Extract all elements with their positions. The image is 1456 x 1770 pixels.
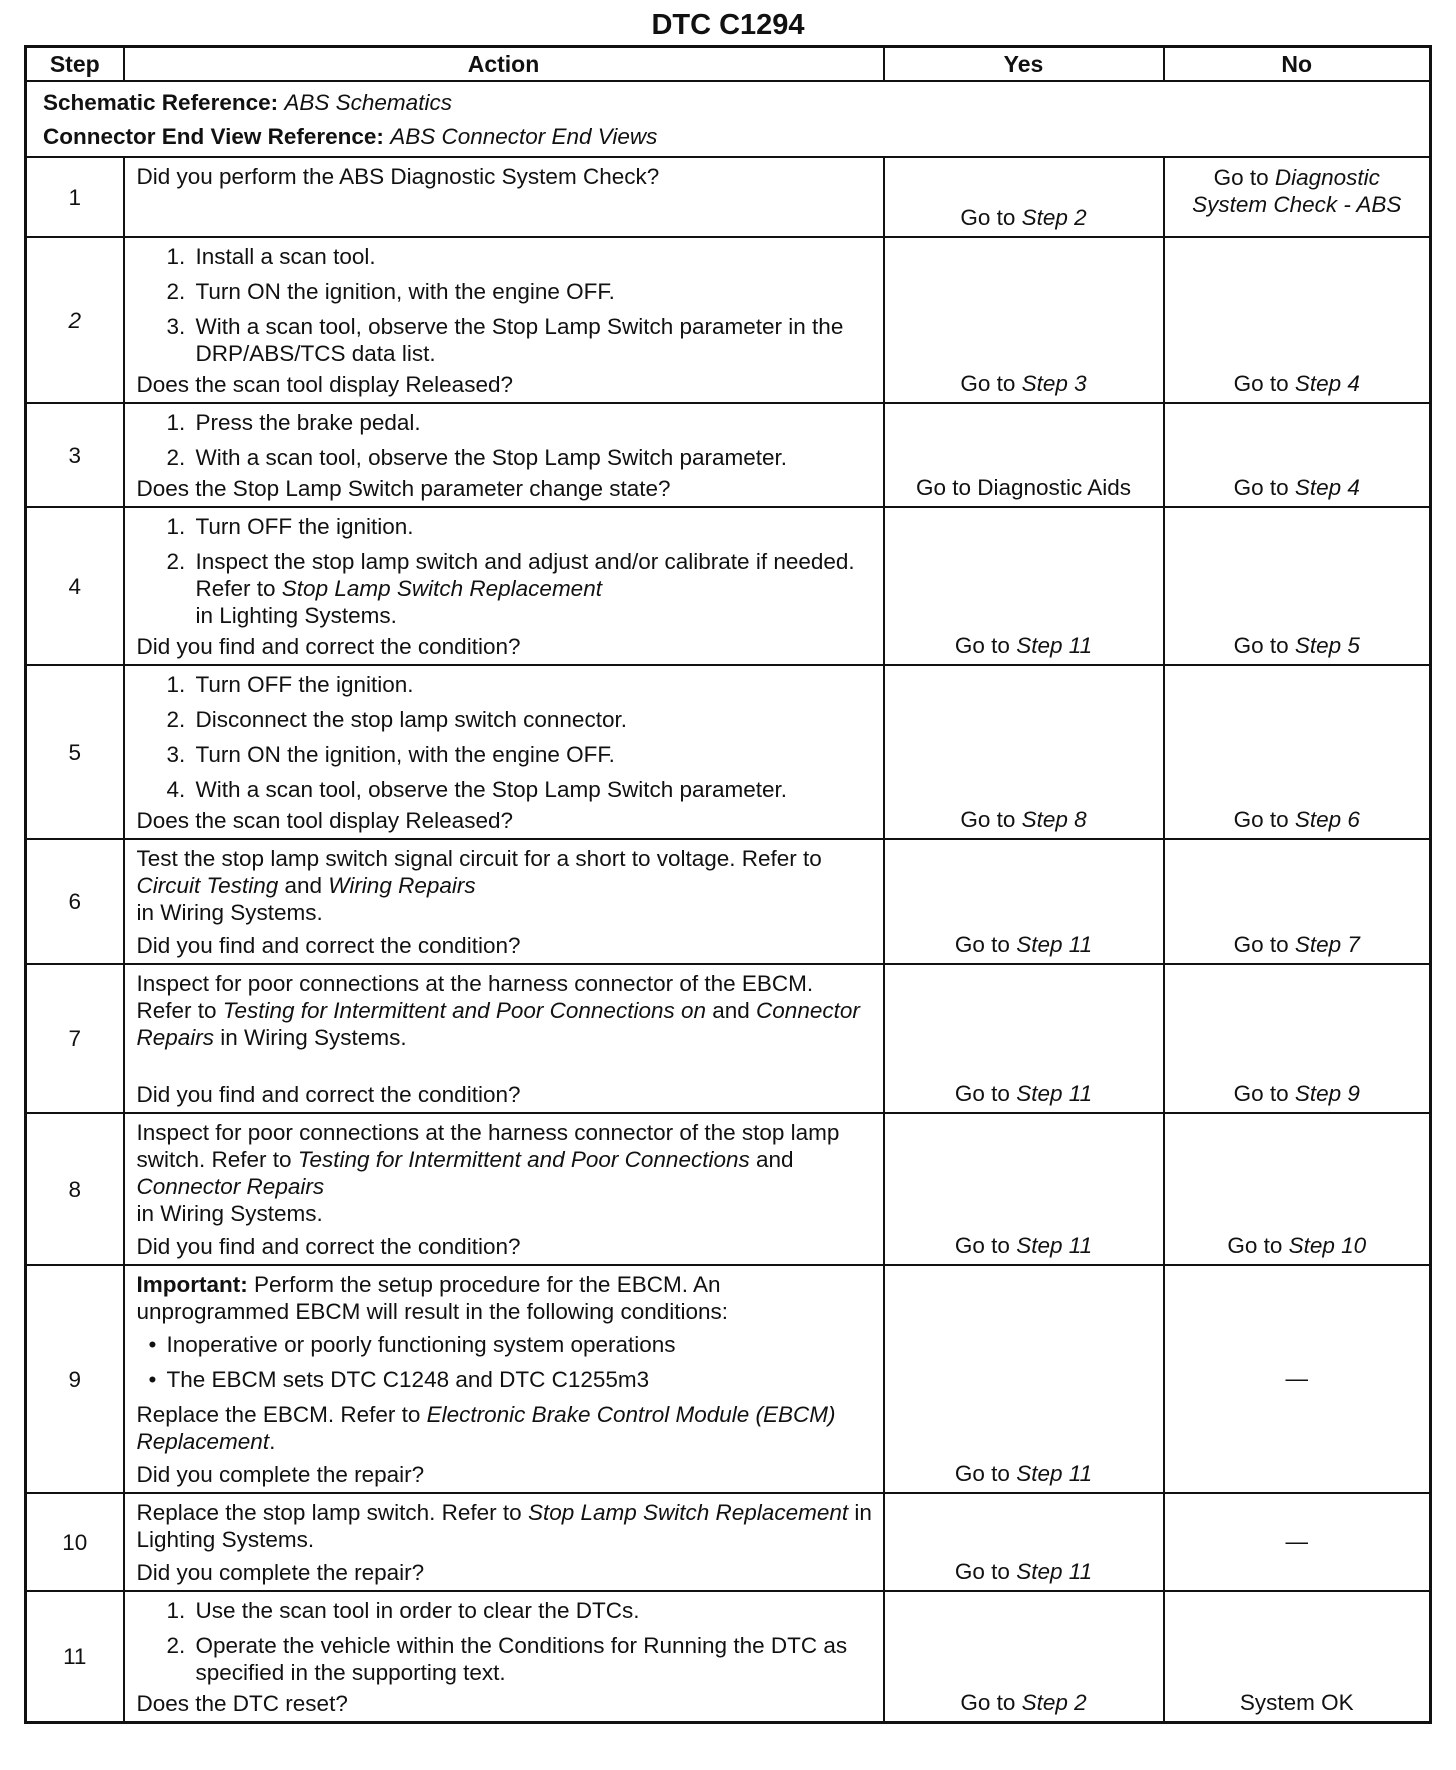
step-number: 6 bbox=[26, 839, 124, 964]
action-text: Inspect for poor connections at the harness connector of the EBCM. Refer to bbox=[136, 971, 814, 1023]
col-header-no: No bbox=[1164, 47, 1431, 82]
yes-step-link[interactable]: Step 2 bbox=[1021, 205, 1087, 230]
action-item: 1. Use the scan tool in order to clear the DTCs. bbox=[192, 1597, 873, 1624]
action-list bbox=[137, 513, 873, 629]
step-action bbox=[124, 1591, 884, 1723]
action-text: in Wiring Systems. bbox=[214, 1025, 407, 1050]
action-text: in Wiring Systems. bbox=[136, 1201, 323, 1226]
yes-prefix: Go to bbox=[960, 371, 1022, 396]
reference-row bbox=[26, 81, 1431, 157]
no-step-link[interactable]: Step 9 bbox=[1294, 1081, 1360, 1106]
table-row bbox=[26, 1591, 1431, 1723]
yes-step-link[interactable]: Step 11 bbox=[1016, 1559, 1093, 1584]
action-text: and bbox=[278, 873, 329, 898]
reference-link[interactable]: Connector Repairs bbox=[136, 998, 860, 1050]
yes-cell bbox=[884, 964, 1164, 1113]
step-number: 3 bbox=[26, 403, 124, 507]
yes-cell bbox=[884, 665, 1164, 839]
step-action bbox=[124, 237, 884, 403]
step-number: 7 bbox=[26, 964, 124, 1113]
no-step-link[interactable]: Step 7 bbox=[1294, 932, 1360, 957]
table-row bbox=[26, 237, 1431, 403]
no-step-link[interactable]: Step 4 bbox=[1294, 371, 1360, 396]
reference-link[interactable]: Stop Lamp Switch Replacement bbox=[527, 1500, 849, 1525]
yes-cell bbox=[884, 1113, 1164, 1265]
step-question: Does the scan tool display Released? bbox=[136, 808, 513, 833]
step-action bbox=[124, 964, 884, 1113]
no-cell bbox=[1164, 403, 1431, 507]
yes-step-link[interactable]: Step 11 bbox=[1016, 1461, 1093, 1486]
table-header-row bbox=[26, 47, 1431, 82]
no-cell bbox=[1164, 839, 1431, 964]
action-item: 3. With a scan tool, observe the Stop Lamp Switch parameter in the DRP/ABS/TCS data list. bbox=[192, 313, 873, 367]
yes-cell bbox=[884, 157, 1164, 237]
action-text: and bbox=[749, 1147, 794, 1172]
step-action bbox=[124, 507, 884, 665]
no-cell bbox=[1164, 237, 1431, 403]
action-text: Inspect for poor connections at the harness connector of the stop lamp switch. Refer to bbox=[136, 1120, 840, 1172]
yes-prefix: Go to bbox=[960, 1690, 1022, 1715]
diagnostic-table bbox=[24, 45, 1432, 1724]
step-question: Did you find and correct the condition? bbox=[136, 1234, 521, 1259]
no-cell bbox=[1164, 1493, 1431, 1591]
step-number: 10 bbox=[26, 1493, 124, 1591]
reference-link[interactable]: Stop Lamp Switch Replacement bbox=[281, 576, 602, 601]
yes-step-link[interactable]: Step 11 bbox=[1016, 1233, 1093, 1258]
action-list bbox=[137, 1597, 873, 1686]
yes-cell bbox=[884, 507, 1164, 665]
action-item: 1. Turn OFF the ignition. bbox=[192, 671, 873, 698]
yes-cell bbox=[884, 839, 1164, 964]
reference-cell bbox=[26, 81, 1431, 157]
no-cell bbox=[1164, 964, 1431, 1113]
step-action bbox=[124, 403, 884, 507]
no-prefix: Go to bbox=[1233, 475, 1295, 500]
step-question: Does the DTC reset? bbox=[136, 1691, 348, 1716]
yes-cell bbox=[884, 237, 1164, 403]
col-header-step: Step bbox=[26, 47, 124, 82]
action-paragraph bbox=[137, 970, 873, 1051]
step-question: Did you find and correct the condition? bbox=[136, 933, 521, 958]
connector-reference bbox=[43, 120, 1415, 154]
no-cell bbox=[1164, 1265, 1431, 1493]
no-cell bbox=[1164, 157, 1431, 237]
step-question: Did you complete the repair? bbox=[136, 1560, 425, 1585]
no-cell bbox=[1164, 1591, 1431, 1723]
no-prefix: Go to bbox=[1233, 1081, 1295, 1106]
schematic-reference-link[interactable]: ABS Schematics bbox=[284, 90, 452, 115]
action-list bbox=[137, 243, 873, 367]
no-cell bbox=[1164, 1113, 1431, 1265]
table-row bbox=[26, 665, 1431, 839]
important-note bbox=[137, 1271, 873, 1325]
action-paragraph bbox=[137, 845, 873, 926]
action-text: in Lighting Systems. bbox=[195, 603, 397, 628]
action-item bbox=[192, 548, 873, 629]
yes-diagnostic-aids-link[interactable]: Go to Diagnostic Aids bbox=[915, 475, 1132, 500]
no-step-link[interactable]: Step 5 bbox=[1294, 633, 1360, 658]
yes-prefix: Go to bbox=[954, 1461, 1017, 1486]
connector-reference-link[interactable]: ABS Connector End Views bbox=[390, 124, 658, 149]
no-dash: — bbox=[1285, 1529, 1308, 1554]
no-link-part1[interactable]: Diagnostic bbox=[1274, 165, 1380, 190]
step-question: Did you find and correct the condition? bbox=[136, 1082, 521, 1107]
schematic-reference bbox=[43, 86, 1415, 120]
step-number: 11 bbox=[26, 1591, 124, 1723]
table-row bbox=[26, 157, 1431, 237]
action-text: Replace the EBCM. Refer to bbox=[136, 1402, 427, 1427]
no-link-part2[interactable]: System Check - ABS bbox=[1192, 192, 1402, 217]
no-step-link[interactable]: Step 4 bbox=[1294, 475, 1360, 500]
step-action bbox=[124, 1265, 884, 1493]
action-text: and bbox=[706, 998, 757, 1023]
no-step-link[interactable]: Step 6 bbox=[1294, 807, 1360, 832]
yes-step-link[interactable]: Step 8 bbox=[1021, 807, 1087, 832]
col-header-yes: Yes bbox=[884, 47, 1164, 82]
yes-prefix: Go to bbox=[954, 932, 1017, 957]
list-item: • The EBCM sets DTC C1248 and DTC C1255m3 bbox=[167, 1366, 873, 1393]
schematic-reference-label: Schematic Reference: bbox=[43, 90, 279, 115]
no-prefix: Go to bbox=[1233, 633, 1295, 658]
action-text: in Lighting Systems. bbox=[136, 1500, 872, 1552]
step-number: 8 bbox=[26, 1113, 124, 1265]
step-question: Did you complete the repair? bbox=[136, 1462, 425, 1487]
action-text: in Wiring Systems. bbox=[136, 900, 323, 925]
action-paragraph bbox=[137, 1499, 873, 1553]
col-header-action: Action bbox=[124, 47, 884, 82]
step-action bbox=[124, 1493, 884, 1591]
yes-step-link[interactable]: Step 11 bbox=[1016, 633, 1093, 658]
step-number: 4 bbox=[26, 507, 124, 665]
step-number: 5 bbox=[26, 665, 124, 839]
table-row bbox=[26, 403, 1431, 507]
no-prefix: Go to bbox=[1233, 807, 1295, 832]
table-row bbox=[26, 839, 1431, 964]
step-action bbox=[124, 839, 884, 964]
connector-reference-label: Connector End View Reference: bbox=[43, 124, 384, 149]
no-result: System OK bbox=[1239, 1690, 1354, 1715]
step-action bbox=[124, 157, 884, 237]
yes-prefix: Go to bbox=[954, 633, 1017, 658]
reference-link[interactable]: Testing for Intermittent and Poor Connections on bbox=[222, 998, 706, 1023]
yes-prefix: Go to bbox=[960, 807, 1022, 832]
important-label: Important: bbox=[136, 1272, 248, 1297]
page-title: DTC C1294 bbox=[651, 9, 805, 41]
action-item: 1. Press the brake pedal. bbox=[192, 409, 873, 436]
yes-cell bbox=[884, 403, 1164, 507]
action-item: 3. Turn ON the ignition, with the engine OFF. bbox=[192, 741, 873, 768]
no-dash: — bbox=[1285, 1366, 1308, 1391]
step-question: Did you perform the ABS Diagnostic System Check? bbox=[136, 164, 660, 189]
step-action bbox=[124, 1113, 884, 1265]
action-item: 2. With a scan tool, observe the Stop Lamp Switch parameter. bbox=[192, 444, 873, 471]
yes-step-link[interactable]: Step 11 bbox=[1016, 1081, 1093, 1106]
no-cell bbox=[1164, 507, 1431, 665]
action-item: 1. Turn OFF the ignition. bbox=[192, 513, 873, 540]
yes-cell bbox=[884, 1493, 1164, 1591]
table-row bbox=[26, 964, 1431, 1113]
table-row bbox=[26, 1493, 1431, 1591]
table-row bbox=[26, 1265, 1431, 1493]
no-cell bbox=[1164, 665, 1431, 839]
yes-step-link[interactable]: Step 3 bbox=[1021, 371, 1087, 396]
action-list bbox=[137, 671, 873, 803]
reference-link[interactable]: Electronic Brake Control Module (EBCM) Replacement bbox=[136, 1402, 836, 1454]
action-item: 2. Operate the vehicle within the Conditions for Running the DTC as specified in the supporting text. bbox=[192, 1632, 873, 1686]
step-number: 9 bbox=[26, 1265, 124, 1493]
action-text: Inspect the stop lamp switch and adjust and/or calibrate if needed. Refer to bbox=[195, 549, 855, 601]
step-question: Does the Stop Lamp Switch parameter change state? bbox=[136, 476, 671, 501]
step-number: 1 bbox=[26, 157, 124, 237]
action-paragraph bbox=[137, 1119, 873, 1227]
table-row bbox=[26, 1113, 1431, 1265]
table-row bbox=[26, 507, 1431, 665]
action-text: Replace the stop lamp switch. Refer to bbox=[136, 1500, 528, 1525]
action-text: . bbox=[269, 1429, 276, 1454]
yes-prefix: Go to bbox=[960, 205, 1022, 230]
yes-step-link[interactable]: Step 2 bbox=[1021, 1690, 1087, 1715]
yes-prefix: Go to bbox=[954, 1233, 1017, 1258]
important-text: Perform the setup procedure for the EBCM. An unprogrammed EBCM will result in the following conditions: bbox=[136, 1272, 729, 1324]
yes-cell bbox=[884, 1591, 1164, 1723]
list-item: • Inoperative or poorly functioning system operations bbox=[167, 1331, 873, 1358]
step-question: Did you find and correct the condition? bbox=[136, 634, 521, 659]
yes-prefix: Go to bbox=[954, 1559, 1017, 1584]
no-prefix: Go to bbox=[1233, 371, 1295, 396]
no-step-link[interactable]: Step 10 bbox=[1288, 1233, 1367, 1258]
action-item: 2. Turn ON the ignition, with the engine OFF. bbox=[192, 278, 873, 305]
step-number: 2 bbox=[26, 237, 124, 403]
action-item: 1. Install a scan tool. bbox=[192, 243, 873, 270]
yes-prefix: Go to bbox=[954, 1081, 1017, 1106]
step-action bbox=[124, 665, 884, 839]
action-paragraph bbox=[137, 1401, 873, 1455]
reference-link[interactable]: Connector Repairs bbox=[136, 1174, 325, 1199]
no-prefix: Go to bbox=[1213, 165, 1275, 190]
no-prefix: Go to bbox=[1233, 932, 1295, 957]
action-list bbox=[137, 409, 873, 471]
reference-link[interactable]: Wiring Repairs bbox=[328, 873, 476, 898]
step-question: Does the scan tool display Released? bbox=[136, 372, 513, 397]
reference-link[interactable]: Circuit Testing bbox=[136, 873, 279, 898]
action-item: 4. With a scan tool, observe the Stop Lamp Switch parameter. bbox=[192, 776, 873, 803]
action-item: 2. Disconnect the stop lamp switch connector. bbox=[192, 706, 873, 733]
reference-link[interactable]: Testing for Intermittent and Poor Connections bbox=[297, 1147, 750, 1172]
action-text: Test the stop lamp switch signal circuit for a short to voltage. Refer to bbox=[136, 846, 822, 871]
no-prefix: Go to bbox=[1227, 1233, 1289, 1258]
condition-list bbox=[137, 1331, 873, 1393]
yes-step-link[interactable]: Step 11 bbox=[1016, 932, 1093, 957]
yes-cell bbox=[884, 1265, 1164, 1493]
